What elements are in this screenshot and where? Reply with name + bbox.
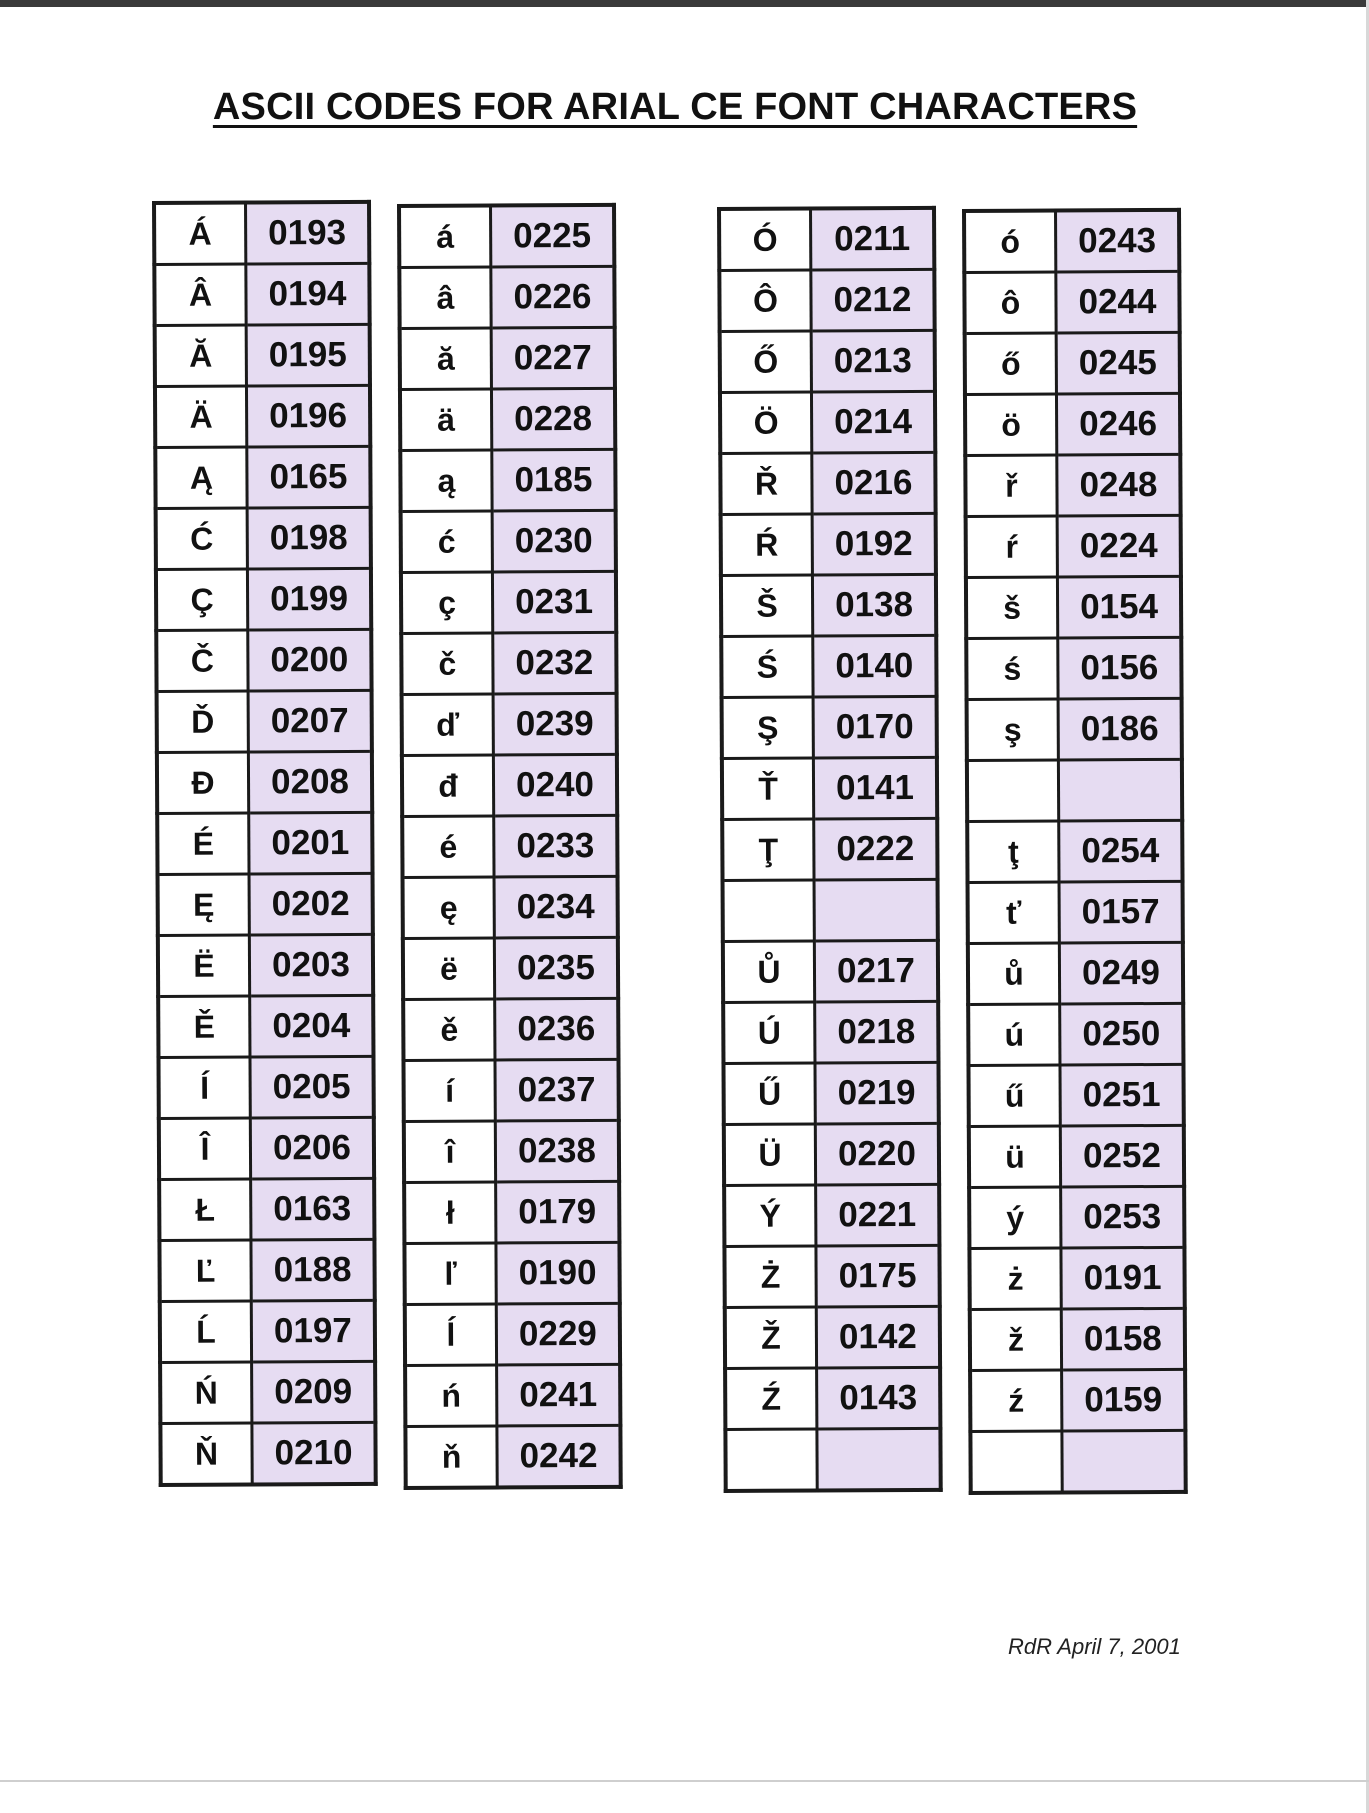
code-cell: 0142 <box>816 1306 940 1368</box>
table-row <box>403 876 618 938</box>
code-cell: 0159 <box>1062 1369 1186 1431</box>
table-row <box>155 385 370 447</box>
character-cell: ô <box>964 272 1056 333</box>
table-row <box>154 202 369 265</box>
table-row <box>404 1181 619 1243</box>
character-cell: É <box>157 813 249 874</box>
code-cell: 0237 <box>495 1059 619 1121</box>
table-row <box>725 1306 940 1368</box>
character-cell: Ń <box>160 1362 252 1423</box>
table-row <box>156 507 371 569</box>
code-table-uppercase-a-n <box>152 200 378 1487</box>
table-row <box>154 263 369 325</box>
character-cell: ś <box>966 638 1058 699</box>
character-cell: ő <box>965 333 1057 394</box>
footer-credit: RdR April 7, 2001 <box>1008 1634 1181 1659</box>
character-cell: Ö <box>720 392 812 453</box>
character-cell <box>723 880 815 941</box>
table-row <box>970 1430 1185 1493</box>
character-cell: Í <box>158 1057 250 1118</box>
character-cell: Ó <box>719 209 811 271</box>
table-row <box>719 208 934 271</box>
table-row <box>968 942 1183 1004</box>
character-cell: Î <box>159 1118 251 1179</box>
table-row <box>966 515 1181 577</box>
character-cell: ů <box>968 943 1060 1004</box>
code-cell: 0250 <box>1060 1003 1184 1065</box>
table-row <box>967 820 1182 882</box>
table-row <box>403 998 618 1060</box>
table-row <box>722 757 937 819</box>
character-cell: Ś <box>721 636 813 697</box>
character-cell: Ă <box>155 325 247 386</box>
code-cell: 0226 <box>491 266 615 328</box>
character-cell: đ <box>402 755 494 816</box>
code-cell: 0230 <box>492 510 616 572</box>
table-row <box>400 327 615 389</box>
character-cell: é <box>402 816 494 877</box>
code-cell: 0242 <box>497 1425 621 1487</box>
table-row <box>399 266 614 328</box>
table-row <box>721 635 936 697</box>
code-table-lowercase-a-n <box>397 203 623 1490</box>
character-cell: Ĺ <box>160 1301 252 1362</box>
character-cell: Ľ <box>159 1240 251 1301</box>
character-cell: ö <box>965 394 1057 455</box>
table-row <box>967 759 1182 821</box>
code-cell: 0244 <box>1056 271 1180 333</box>
character-cell: ń <box>405 1365 497 1426</box>
code-cell <box>1058 759 1182 821</box>
code-cell: 0222 <box>814 818 938 880</box>
table-row <box>725 1428 940 1491</box>
table-row <box>968 1003 1183 1065</box>
table-row <box>964 210 1179 273</box>
character-cell: Ď <box>157 691 249 752</box>
character-cell: Ő <box>720 331 812 392</box>
table-row <box>158 934 373 996</box>
table-row <box>723 940 938 1002</box>
table-row <box>405 1425 620 1488</box>
table-row <box>969 1247 1184 1309</box>
character-cell <box>970 1431 1062 1493</box>
code-cell: 0212 <box>811 269 935 331</box>
table-row <box>968 881 1183 943</box>
page-title: ASCII CODES FOR ARIAL CE FONT CHARACTERS <box>212 86 1138 128</box>
code-cell: 0233 <box>494 815 618 877</box>
character-cell: ŕ <box>966 516 1058 577</box>
code-cell <box>1062 1430 1186 1492</box>
table-row <box>723 879 938 941</box>
character-cell: ű <box>968 1065 1060 1126</box>
code-cell: 0194 <box>246 263 370 325</box>
code-cell: 0239 <box>493 693 617 755</box>
code-cell: 0234 <box>494 876 618 938</box>
code-cell: 0235 <box>494 937 618 999</box>
table-row <box>724 1184 939 1246</box>
character-cell: ę <box>403 877 495 938</box>
code-cell: 0207 <box>248 690 372 752</box>
table-row <box>400 449 615 511</box>
character-cell: ĺ <box>405 1304 497 1365</box>
code-cell: 0236 <box>495 998 619 1060</box>
table-row <box>720 391 935 453</box>
table-row <box>722 696 937 758</box>
code-cell: 0251 <box>1060 1064 1184 1126</box>
character-cell: ä <box>400 389 492 450</box>
character-cell: ţ <box>967 821 1059 882</box>
code-cell: 0154 <box>1057 576 1181 638</box>
code-cell: 0208 <box>248 751 372 813</box>
table-row <box>721 513 936 575</box>
character-cell: ě <box>403 999 495 1060</box>
character-cell: Ż <box>724 1246 816 1307</box>
code-cell: 0228 <box>491 388 615 450</box>
code-cell: 0192 <box>812 513 936 575</box>
table-row <box>967 698 1182 760</box>
character-cell: Ę <box>158 874 250 935</box>
code-table-lowercase-o-z <box>962 208 1188 1495</box>
character-cell: â <box>399 267 491 328</box>
table-row <box>160 1300 375 1362</box>
table-row <box>721 574 936 636</box>
character-cell: Ô <box>719 270 811 331</box>
code-cell: 0198 <box>247 507 371 569</box>
table-row <box>722 818 937 880</box>
character-cell: ž <box>970 1309 1062 1370</box>
character-cell: ż <box>969 1248 1061 1309</box>
code-cell: 0253 <box>1061 1186 1185 1248</box>
character-cell: ó <box>964 211 1056 273</box>
character-cell: ë <box>403 938 495 999</box>
table-row <box>156 568 371 630</box>
code-cell: 0225 <box>491 205 615 267</box>
character-cell: ą <box>400 450 492 511</box>
table-row <box>965 332 1180 394</box>
table-row <box>970 1369 1185 1431</box>
character-cell: ç <box>401 572 493 633</box>
table-row <box>970 1308 1185 1370</box>
code-cell: 0254 <box>1059 820 1183 882</box>
code-cell: 0188 <box>251 1239 375 1301</box>
character-cell: Ć <box>156 508 248 569</box>
character-cell: ć <box>401 511 493 572</box>
character-cell: Ě <box>158 996 250 1057</box>
table-row <box>400 388 615 450</box>
code-cell: 0193 <box>246 202 370 264</box>
character-cell: Ş <box>722 697 814 758</box>
code-cell: 0157 <box>1059 881 1183 943</box>
table-row <box>159 1239 374 1301</box>
table-row <box>965 454 1180 516</box>
character-cell: ť <box>968 882 1060 943</box>
character-cell: Ą <box>155 447 247 508</box>
table-row <box>719 269 934 331</box>
code-cell: 0156 <box>1058 637 1182 699</box>
table-row <box>405 1364 620 1426</box>
code-cell: 0199 <box>247 568 371 630</box>
code-cell: 0238 <box>495 1120 619 1182</box>
code-cell: 0218 <box>815 1001 939 1063</box>
character-cell: ř <box>965 455 1057 516</box>
character-cell: ş <box>967 699 1059 760</box>
code-cell: 0214 <box>811 391 935 453</box>
character-cell: Ů <box>723 941 815 1002</box>
code-cell: 0219 <box>815 1062 939 1124</box>
table-row <box>399 205 614 268</box>
code-cell: 0186 <box>1058 698 1182 760</box>
table-row <box>402 693 617 755</box>
code-cell: 0163 <box>251 1178 375 1240</box>
table-row <box>403 1059 618 1121</box>
character-cell: Č <box>156 630 248 691</box>
table-row <box>724 1123 939 1185</box>
character-cell: Ž <box>725 1307 817 1368</box>
code-cell: 0210 <box>252 1422 376 1484</box>
code-cell: 0211 <box>811 208 935 270</box>
character-cell: á <box>399 206 491 268</box>
table-row <box>964 271 1179 333</box>
character-cell: Ť <box>722 758 814 819</box>
code-cell: 0217 <box>814 940 938 1002</box>
table-row <box>159 1178 374 1240</box>
table-row <box>966 637 1181 699</box>
character-cell: ú <box>968 1004 1060 1065</box>
table-row <box>157 690 372 752</box>
table-row <box>724 1245 939 1307</box>
code-cell: 0196 <box>246 385 370 447</box>
code-cell: 0240 <box>493 754 617 816</box>
character-cell: Ŕ <box>721 514 813 575</box>
code-cell: 0249 <box>1059 942 1183 1004</box>
character-cell: Ň <box>160 1423 252 1485</box>
code-cell: 0220 <box>815 1123 939 1185</box>
character-cell: š <box>966 577 1058 638</box>
code-cell: 0221 <box>816 1184 940 1246</box>
table-row <box>720 452 935 514</box>
character-cell: č <box>401 633 493 694</box>
code-cell: 0185 <box>492 449 616 511</box>
code-cell: 0209 <box>252 1361 376 1423</box>
character-cell: Š <box>721 575 813 636</box>
character-cell: Â <box>154 264 246 325</box>
character-cell: Ţ <box>722 819 814 880</box>
code-cell: 0232 <box>493 632 617 694</box>
table-row <box>401 510 616 572</box>
character-cell: Ź <box>725 1368 817 1429</box>
table-row <box>404 1242 619 1304</box>
character-cell: ź <box>970 1370 1062 1431</box>
table-row <box>403 937 618 999</box>
code-cell: 0175 <box>816 1245 940 1307</box>
character-cell: í <box>403 1060 495 1121</box>
table-row <box>159 1117 374 1179</box>
code-cell: 0243 <box>1056 210 1180 272</box>
code-cell: 0246 <box>1056 393 1180 455</box>
table-row <box>723 1001 938 1063</box>
table-row <box>160 1361 375 1423</box>
code-cell: 0252 <box>1060 1125 1184 1187</box>
character-cell: Ç <box>156 569 248 630</box>
character-cell: Ë <box>158 935 250 996</box>
table-row <box>725 1367 940 1429</box>
table-row <box>160 1422 375 1485</box>
table-row <box>720 330 935 392</box>
character-cell: ý <box>969 1187 1061 1248</box>
code-cell: 0143 <box>817 1367 941 1429</box>
code-cell: 0179 <box>496 1181 620 1243</box>
code-cell: 0170 <box>813 696 937 758</box>
character-cell: Ű <box>723 1063 815 1124</box>
code-cell: 0197 <box>251 1300 375 1362</box>
table-row <box>405 1303 620 1365</box>
character-cell: ď <box>402 694 494 755</box>
code-cell: 0224 <box>1057 515 1181 577</box>
character-cell: Ú <box>723 1002 815 1063</box>
code-cell: 0216 <box>812 452 936 514</box>
character-cell <box>967 760 1059 821</box>
page-bottom-edge <box>0 1780 1369 1782</box>
code-cell <box>814 879 938 941</box>
code-cell: 0200 <box>248 629 372 691</box>
code-cell: 0190 <box>496 1242 620 1304</box>
character-cell: Ř <box>720 453 812 514</box>
table-row <box>402 754 617 816</box>
character-cell: î <box>404 1121 496 1182</box>
table-row <box>158 995 373 1057</box>
table-row <box>723 1062 938 1124</box>
character-cell: ł <box>404 1182 496 1243</box>
table-row <box>158 873 373 935</box>
code-table-uppercase-o-z <box>717 206 943 1493</box>
page-top-edge <box>0 0 1369 7</box>
code-cell <box>817 1428 941 1490</box>
table-row <box>155 324 370 386</box>
character-cell: Ł <box>159 1179 251 1240</box>
table-row <box>401 571 616 633</box>
code-cell: 0204 <box>250 995 374 1057</box>
character-cell: Ü <box>724 1124 816 1185</box>
code-cell: 0248 <box>1057 454 1181 516</box>
table-row <box>158 1056 373 1118</box>
code-cell: 0229 <box>496 1303 620 1365</box>
character-cell: Ä <box>155 386 247 447</box>
table-row <box>155 446 370 508</box>
code-cell: 0202 <box>249 873 373 935</box>
code-cell: 0213 <box>811 330 935 392</box>
table-row <box>156 629 371 691</box>
code-cell: 0203 <box>249 934 373 996</box>
table-row <box>157 751 372 813</box>
code-cell: 0231 <box>492 571 616 633</box>
table-row <box>969 1125 1184 1187</box>
character-cell: ü <box>969 1126 1061 1187</box>
table-row <box>965 393 1180 455</box>
table-row <box>402 815 617 877</box>
character-cell: ă <box>400 328 492 389</box>
table-row <box>969 1186 1184 1248</box>
table-row <box>401 632 616 694</box>
table-row <box>157 812 372 874</box>
code-cell: 0140 <box>813 635 937 697</box>
code-cell: 0141 <box>813 757 937 819</box>
code-cell: 0206 <box>250 1117 374 1179</box>
code-cell: 0158 <box>1061 1308 1185 1370</box>
table-row <box>968 1064 1183 1126</box>
character-cell: Ý <box>724 1185 816 1246</box>
code-cell: 0138 <box>812 574 936 636</box>
table-row <box>966 576 1181 638</box>
character-cell <box>725 1429 817 1491</box>
character-cell: Đ <box>157 752 249 813</box>
table-row <box>404 1120 619 1182</box>
code-cell: 0165 <box>247 446 371 508</box>
character-cell: ň <box>405 1426 497 1488</box>
character-cell: Á <box>154 203 246 265</box>
character-cell: ľ <box>404 1243 496 1304</box>
code-cell: 0191 <box>1061 1247 1185 1309</box>
code-cell: 0205 <box>250 1056 374 1118</box>
code-cell: 0227 <box>491 327 615 389</box>
code-cell: 0201 <box>249 812 373 874</box>
code-cell: 0245 <box>1056 332 1180 394</box>
code-cell: 0195 <box>246 324 370 386</box>
code-cell: 0241 <box>497 1364 621 1426</box>
